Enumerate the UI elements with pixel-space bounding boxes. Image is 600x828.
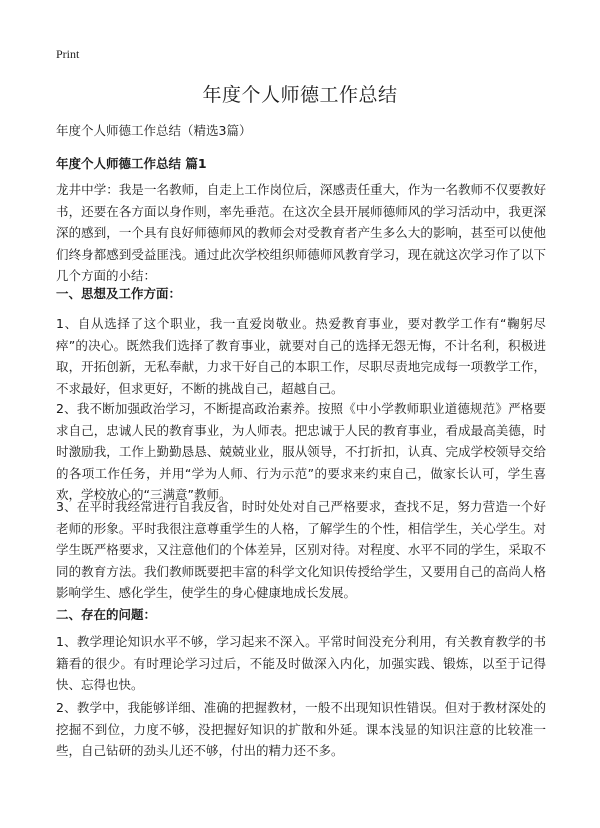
section2-paragraph-1: 1、教学理论知识水平不够，学习起来不深入。平常时间没充分利用，有关教育教学的书籍看的很少。有时理论学习过后，不能及时做深入内化，加强实践、锻炼，以至于记得快、忘得也快。 <box>56 634 546 692</box>
intro-paragraph: 龙井中学：我是一名教师，自走上工作岗位后，深感责任重大，作为一名教师不仅要教好书，还要在各方面以身作则，率先垂范。在这次全县开展师德师风的学习活动中，我更深深的感到，一个具有良好师德师风的教师会对受教育者产生多么大的影响，甚至可以使他们终身都感到受益匪浅。通过此次学校组织师德师风教育学习，现在就这次学习作了以下几个方面的小结： <box>56 182 546 283</box>
section1-paragraph-1: 1、自从选择了这个职业，我一直爱岗敬业。热爱教育事业，要对教学工作有“鞠躬尽瘁”的决心。既然我们选择了教育事业，就要对自己的选择无怨无悔，不计名利，积极进取，开拓创新，无私奉献，力求干好自己的本职工作，尽职尽责地完成每一项教学工作，不求最好，但求更好，不断的挑战自己，超越自己。 <box>56 316 546 396</box>
print-link[interactable]: Print <box>56 47 80 61</box>
section1-title: 一、思想及工作方面： <box>56 286 182 301</box>
section1-paragraph-2: 2、我不断加强政治学习，不断提高政治素养。按照《中小学教师职业道德规范》严格要求自己，忠诚人民的教育事业，为人师表。把忠诚于人民的教育事业，看成最高美德，时时激励我，工作上勤勤恳恳、兢兢业业，服从领导，不打折扣，认真、完成学校领导交给的各项工作任务，并用“学为人师、行为示范”的要求来约束自己，做家长认可，学生喜欢，学校放心的“三满意”教师。 <box>56 401 546 502</box>
article-heading: 年度个人师德工作总结 篇1 <box>56 156 207 171</box>
section1-paragraph-3: 3、在平时我经常进行自我反省，时时处处对自己严格要求，查找不足，努力营造一个好老师的形象。平时我很注意尊重学生的人格，了解学生的个性，相信学生，关心学生。对学生既严格要求，又注意他们的个体差异，区别对待。对程度、水平不同的学生，采取不同的教育方法。我们教师既要把丰富的科学文化知识传授给学生，又要用自己的高尚人格影响学生、感化学生，使学生的身心健康地成长发展。 <box>56 499 546 600</box>
section2-paragraph-2: 2、教学中，我能够详细、准确的把握教材，一般不出现知识性错误。但对于教材深处的挖掘不到位，力度不够，没把握好知识的扩散和外延。课本浅显的知识注意的比较准一些，自己钻研的劲头儿还不够，付出的精力还不多。 <box>56 700 546 758</box>
section2-title: 二、存在的问题： <box>56 607 157 622</box>
document-title: 年度个人师德工作总结 <box>202 84 398 106</box>
document-subtitle: 年度个人师德工作总结（精选3篇） <box>56 123 252 138</box>
